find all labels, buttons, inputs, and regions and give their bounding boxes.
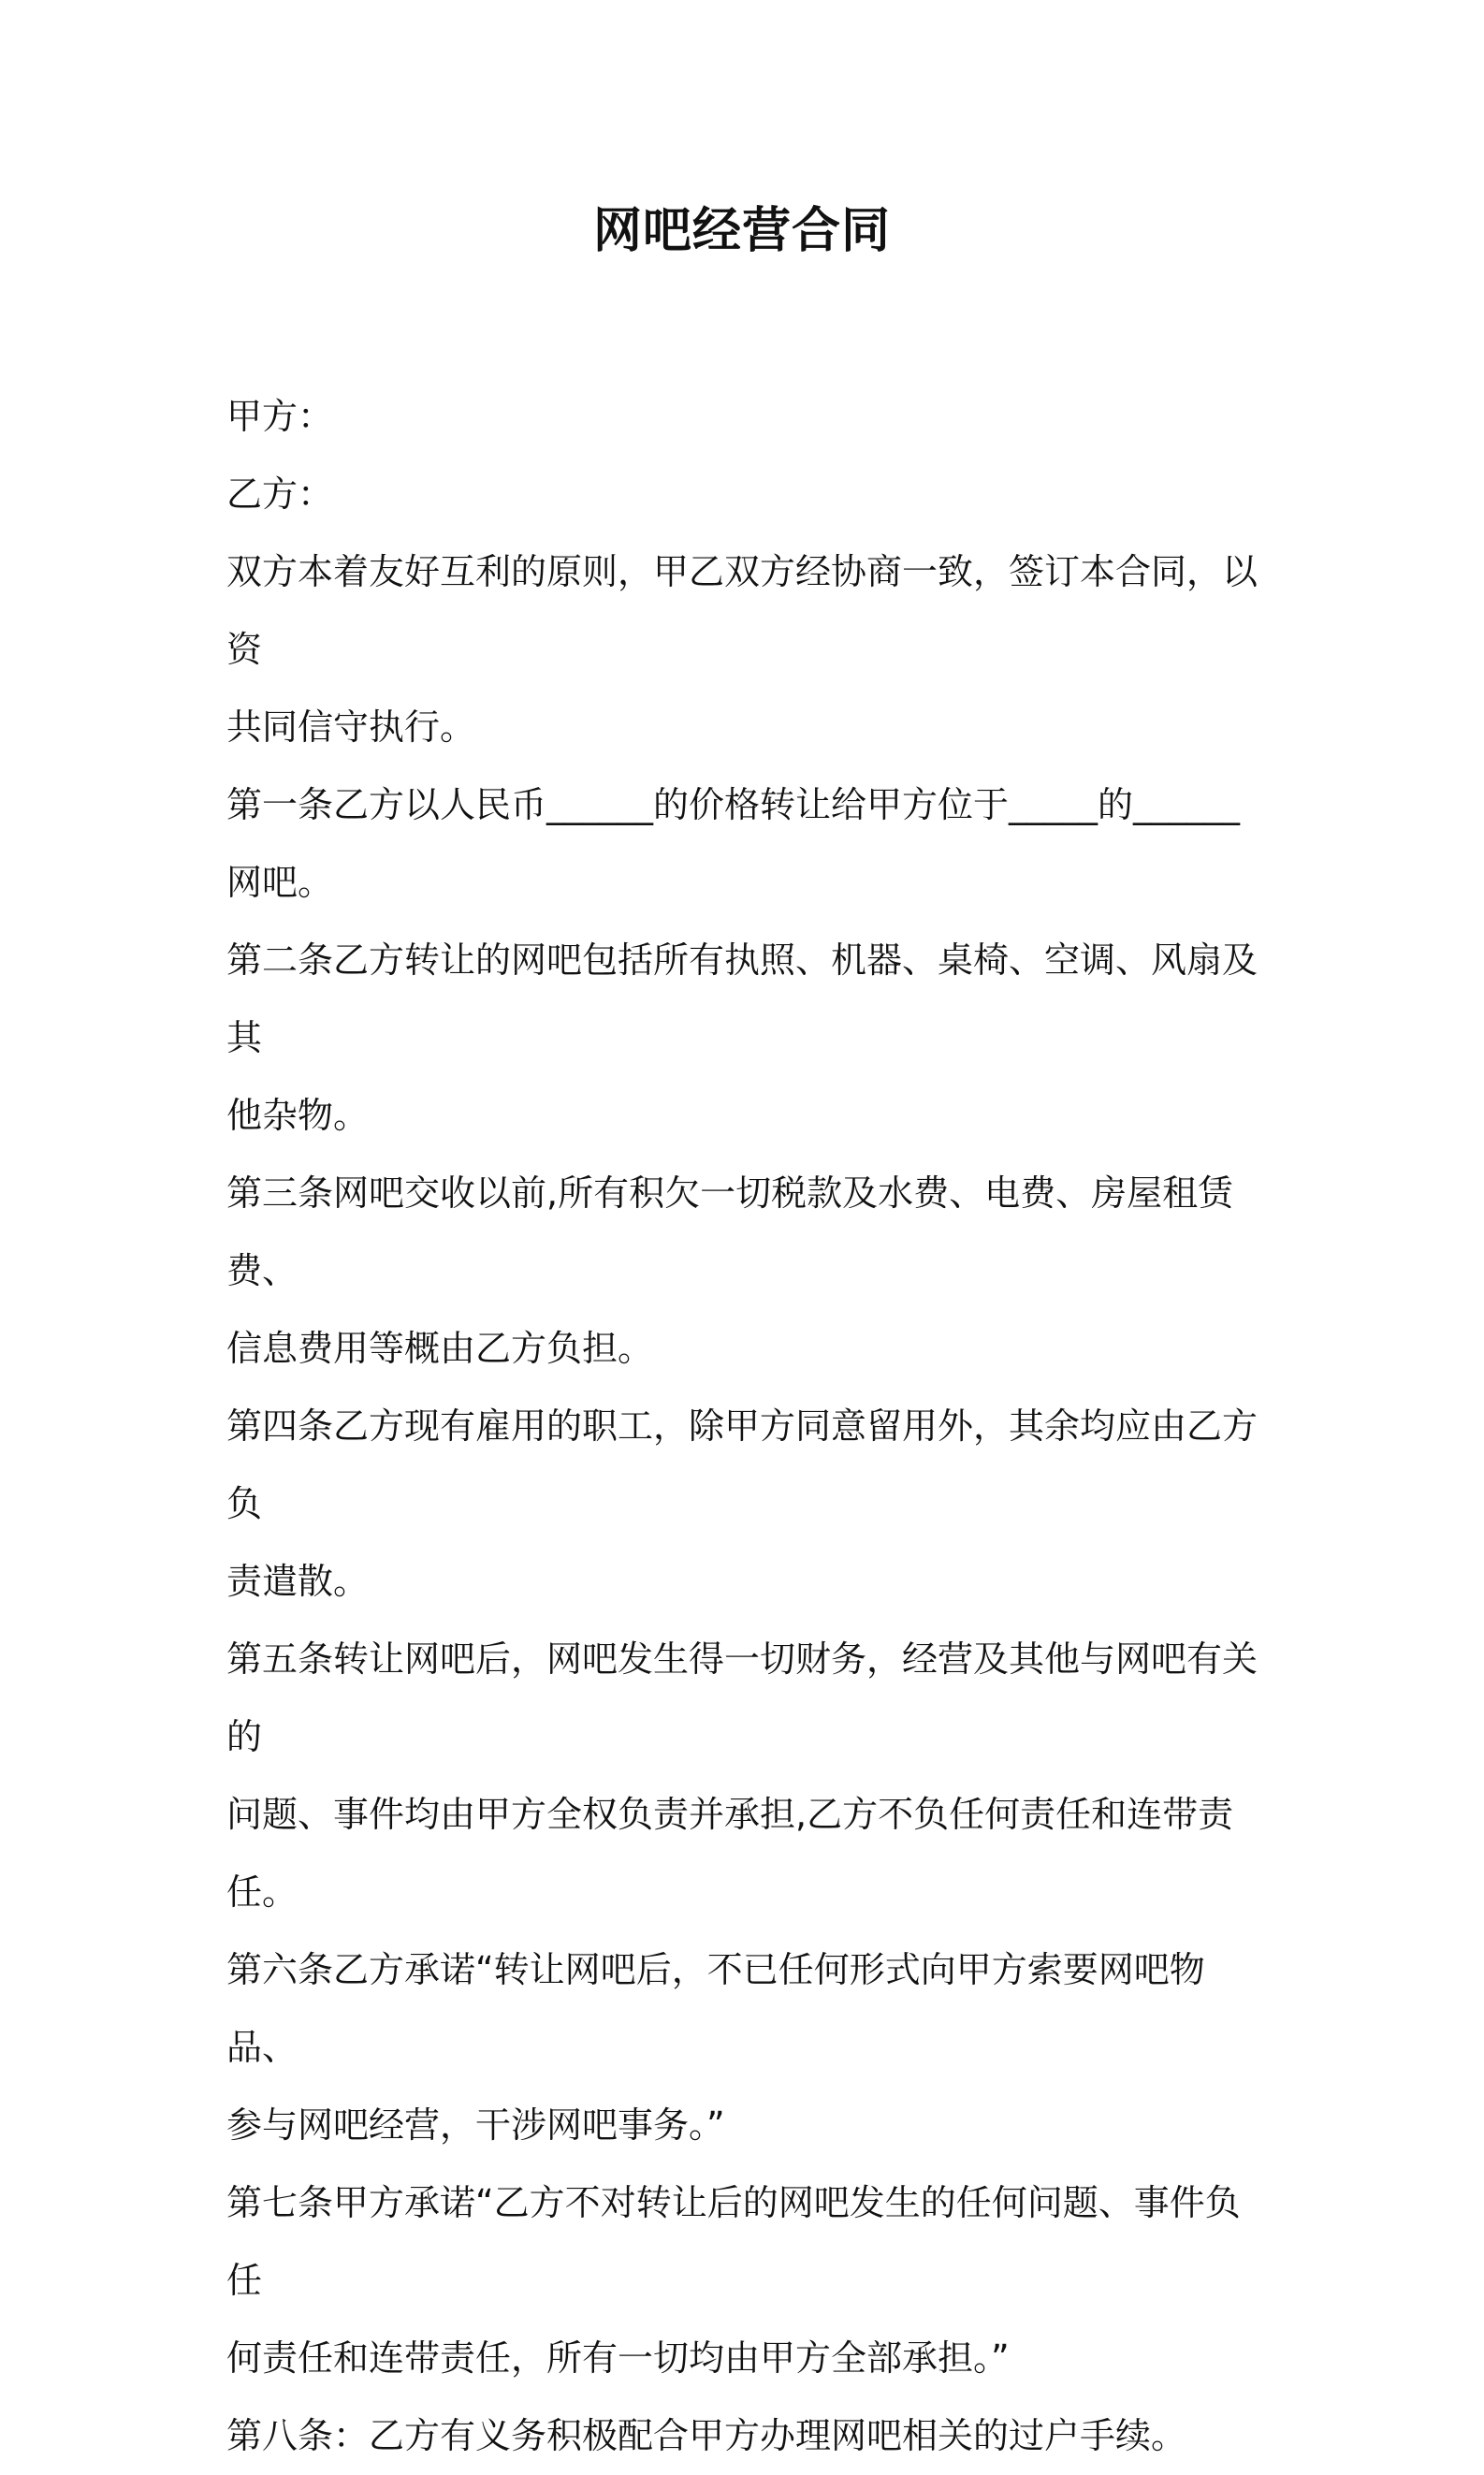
party-b-line: 乙方： (226, 473, 334, 515)
clause-3: 第三条网吧交收以前,所有积欠一切税款及水费、电费、房屋租赁费、 信息费用等概由乙方负担。 (226, 1172, 1234, 1369)
document-title: 网吧经营合同 (592, 203, 891, 259)
clause-1: 第一条乙方以人民币______的价格转让给甲方位于_____的______ 网吧。 (226, 784, 1241, 903)
clause-2: 第二条乙方转让的网吧包括所有执照、机器、桌椅、空调、风扇及其 他杂物。 (226, 939, 1258, 1136)
intro-paragraph: 双方本着友好互利的原则，甲乙双方经协商一致，签订本合同，以资 共同信守执行。 (226, 551, 1258, 748)
clause-4: 第四条乙方现有雇用的职工，除甲方同意留用外，其余均应由乙方负 责遣散。 (226, 1405, 1258, 1602)
clause-7: 第七条甲方承诺“乙方不对转让后的网吧发生的任何问题、事件负任 何责任和连带责任，所有一切均由甲方全部承担。” (226, 2182, 1241, 2379)
party-a-line: 甲方： (226, 396, 334, 437)
document-body (226, 378, 1265, 2475)
clause-8: 第八条：乙方有义务积极配合甲方办理网吧相关的过户手续。 (226, 2415, 1187, 2456)
clause-6: 第六条乙方承诺“转让网吧后，不已任何形式向甲方索要网吧物品、 参与网吧经营，干涉网吧事务。” (226, 1949, 1205, 2146)
clause-5: 第五条转让网吧后，网吧发生得一切财务，经营及其他与网吧有关的 问题、事件均由甲方全权负责并承担,乙方不负任何责任和连带责任。 (226, 1638, 1258, 1913)
